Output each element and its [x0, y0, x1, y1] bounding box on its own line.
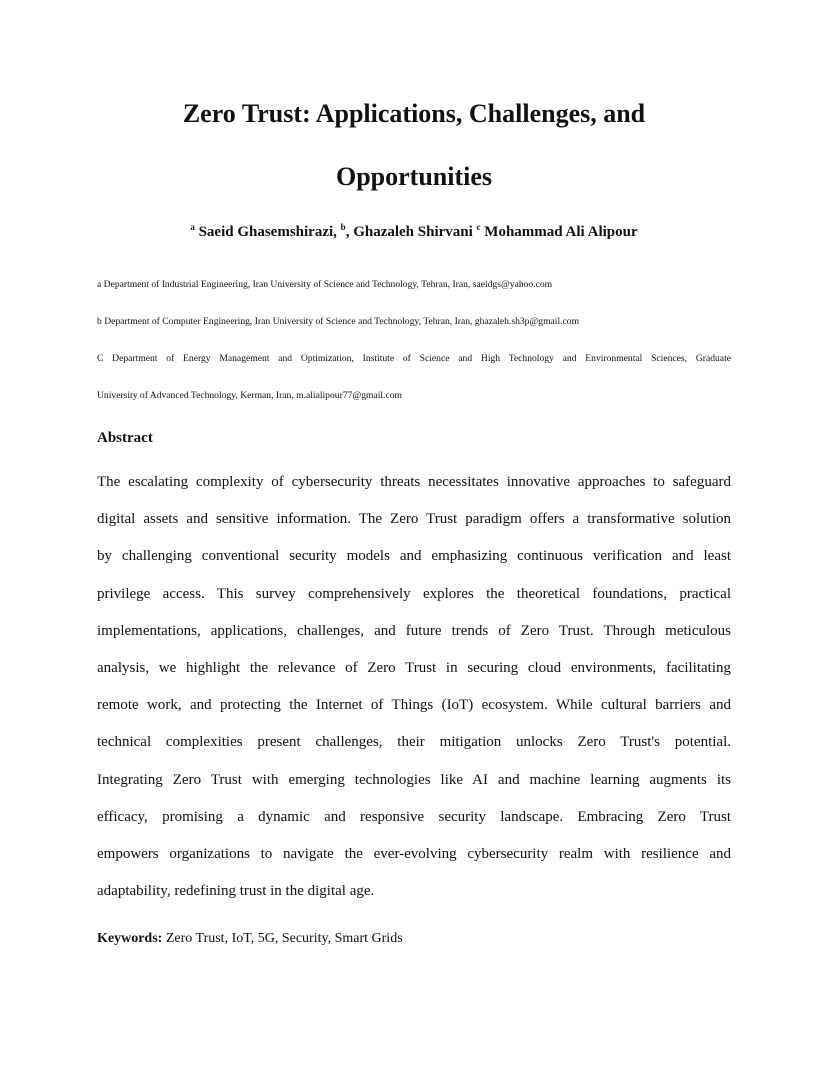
abstract-line: implementations, applications, challenges, and future trends of Zero Trust. Through meticulous	[97, 622, 731, 639]
paper-title-line-2: Opportunities	[335, 162, 493, 191]
author-2-name: , Ghazaleh Shirvani	[345, 224, 473, 240]
keywords-label: Keywords:	[97, 931, 163, 946]
abstract-line: empowers organizations to navigate the ever-evolving cybersecurity realm with resilience and	[97, 845, 731, 862]
author-list	[60, 222, 768, 242]
abstract-line: remote work, and protecting the Internet of Things (IoT) ecosystem. While cultural barriers and	[97, 697, 731, 714]
abstract-line: digital assets and sensitive information. The Zero Trust paradigm offers a transformative solution	[97, 511, 731, 528]
author-3-superscript: c	[476, 222, 481, 232]
author-1-name: Saeid Ghasemshirazi,	[198, 224, 337, 240]
abstract-body	[97, 472, 731, 918]
keywords	[97, 929, 403, 949]
abstract-line: efficacy, promising a dynamic and responsive security landscape. Embracing Zero Trust	[97, 808, 731, 825]
author-3-name: Mohammad Ali Alipour	[484, 224, 638, 240]
affiliation-c-line-2: University of Advanced Technology, Kerman, Iran, m.alialipour77@gmail.com	[97, 390, 402, 401]
abstract-line: technical complexities present challenges, their mitigation unlocks Zero Trust's potential.	[97, 734, 731, 751]
abstract-line: Integrating Zero Trust with emerging technologies like AI and machine learning augments its	[97, 771, 731, 788]
abstract-line: by challenging conventional security models and emphasizing continuous verification and least	[97, 548, 731, 565]
author-2-superscript: b	[340, 222, 346, 232]
author-1-superscript: a	[190, 222, 195, 232]
affiliation-b: b Department of Computer Engineering, Iran University of Science and Technology, Tehran, Iran, ghazaleh.sh3p@gmail.com	[97, 316, 580, 327]
abstract-heading: Abstract	[97, 430, 153, 446]
abstract-line: analysis, we highlight the relevance of Zero Trust in securing cloud environments, facilitating	[97, 659, 731, 676]
abstract-line: privilege access. This survey comprehensively explores the theoretical foundations, practical	[97, 585, 731, 602]
paper-title-line-1: Zero Trust: Applications, Challenges, and	[182, 99, 646, 128]
abstract-line: The escalating complexity of cybersecurity threats necessitates innovative approaches to safeguard	[97, 474, 731, 490]
keywords-value: Zero Trust, IoT, 5G, Security, Smart Grids	[162, 931, 403, 946]
affiliation-a: a Department of Industrial Engineering, Iran University of Science and Technology, Tehran, Iran, saeidgs@yahoo.com	[97, 279, 553, 290]
abstract-line: adaptability, redefining trust in the digital age.	[97, 883, 375, 900]
affiliation-c-line-1: C Department of Energy Management and Optimization, Institute of Science and High Technology and Environmental Sciences, Graduate	[97, 353, 731, 364]
